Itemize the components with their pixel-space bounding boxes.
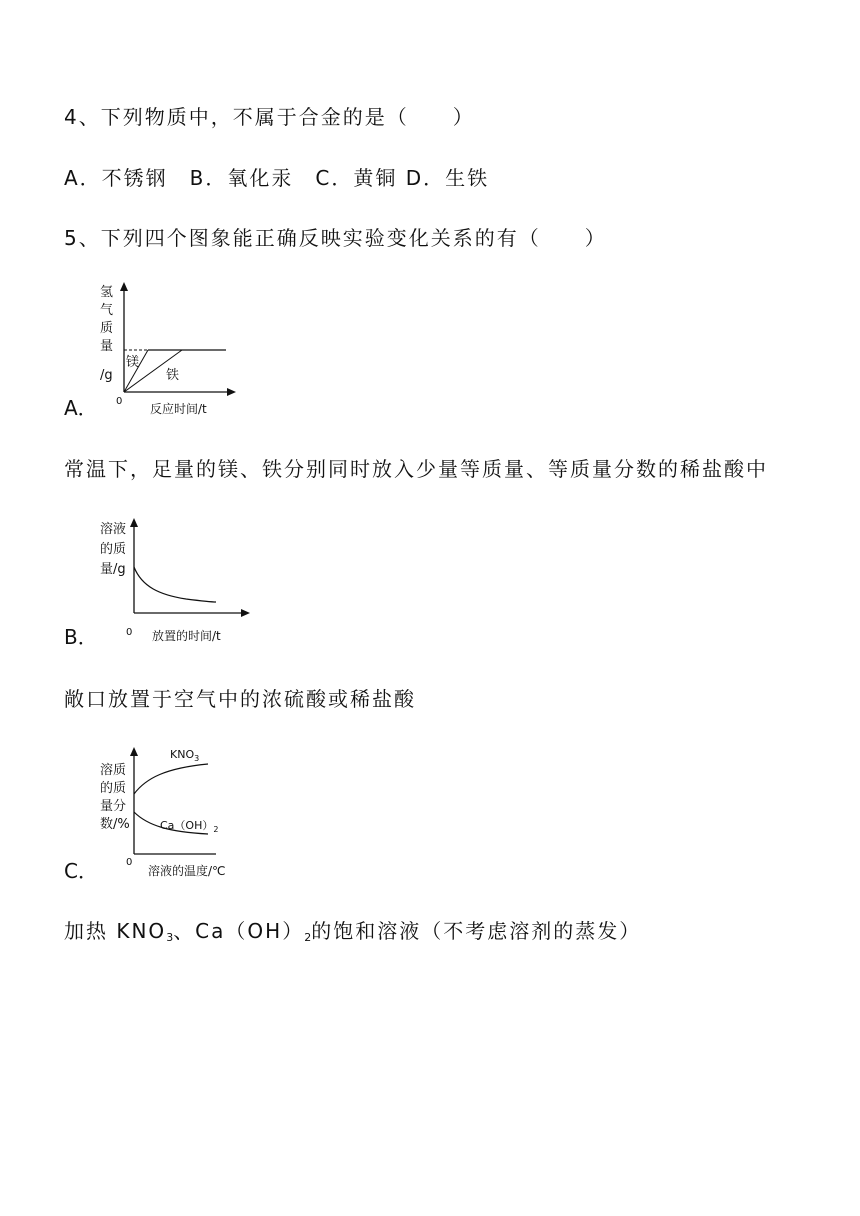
fig-a-series-label-fe: 铁 [166,368,180,383]
q4-stem: 4、下列物质中，不属于合金的是（ ） [64,105,475,129]
fig-c-series1-label: $KNO_3$ [170,748,200,763]
fig-c-ylabel-1: 溶质 [100,763,127,778]
fig-c-series2-label: $Ca(OH)_2$ [160,819,219,834]
q5-figure-a [96,280,256,420]
fig-c-origin: 0 [126,857,133,868]
fig-c-ylabel-3: 量分 [100,799,127,814]
fig-b-xlabel: 放置的时间/t [152,629,221,643]
q5-option-b-letter: B． [64,625,98,649]
fig-b-curve [134,567,216,602]
fig-c-ylabel-4: 数/% [100,817,130,832]
q5-option-a-letter: A． [64,396,98,420]
fig-c-y-arrow [130,747,138,756]
fig-a-yunit: /g [100,368,113,383]
fig-a-ylabel-3: 质 [100,321,114,336]
q5-option-b-description: 敞口放置于空气中的浓硫酸或稀盐酸 [64,687,416,711]
fig-c-ylabel-2: 的质 [100,781,127,796]
fig-a-x-arrow [227,388,236,396]
fig-a-y-arrow [120,282,128,291]
fig-b-origin: 0 [126,627,133,638]
fig-b-x-arrow [241,609,250,617]
q5-option-c-description: 加热 $KNO_3$、Ca（OH）2的饱和溶液（不考虑溶剂的蒸发） [64,919,642,944]
q5-figure-c [98,742,258,882]
q5-option-a-description: 常温下，足量的镁、铁分别同时放入少量等质量、等质量分数的稀盐酸中 [64,457,768,481]
fig-a-series-label-mg: 镁 [126,355,140,370]
fig-c-curve-kno3 [134,764,208,794]
fig-a-origin: 0 [116,396,123,407]
fig-a-xlabel: 反应时间/t [150,402,207,416]
fig-b-y-arrow [130,518,138,527]
q5-figure-b [98,515,258,650]
q5-option-c-letter: C． [64,859,98,883]
fig-a-ylabel-4: 量 [100,339,114,354]
fig-b-ylabel-2: 的质 [100,542,127,557]
fig-a-ylabel-1: 氢 [100,285,114,300]
q4-options: A．不锈钢 B．氧化汞 C．黄铜 D．生铁 [64,166,490,190]
q5-stem: 5、下列四个图象能正确反映实验变化关系的有（ ） [64,226,607,250]
fig-a-ylabel-2: 气 [100,303,114,318]
fig-c-xlabel: 溶液的温度/℃ [148,864,226,878]
fig-b-ylabel-3: 量/g [100,562,126,577]
fig-b-ylabel-1: 溶液 [100,522,127,537]
